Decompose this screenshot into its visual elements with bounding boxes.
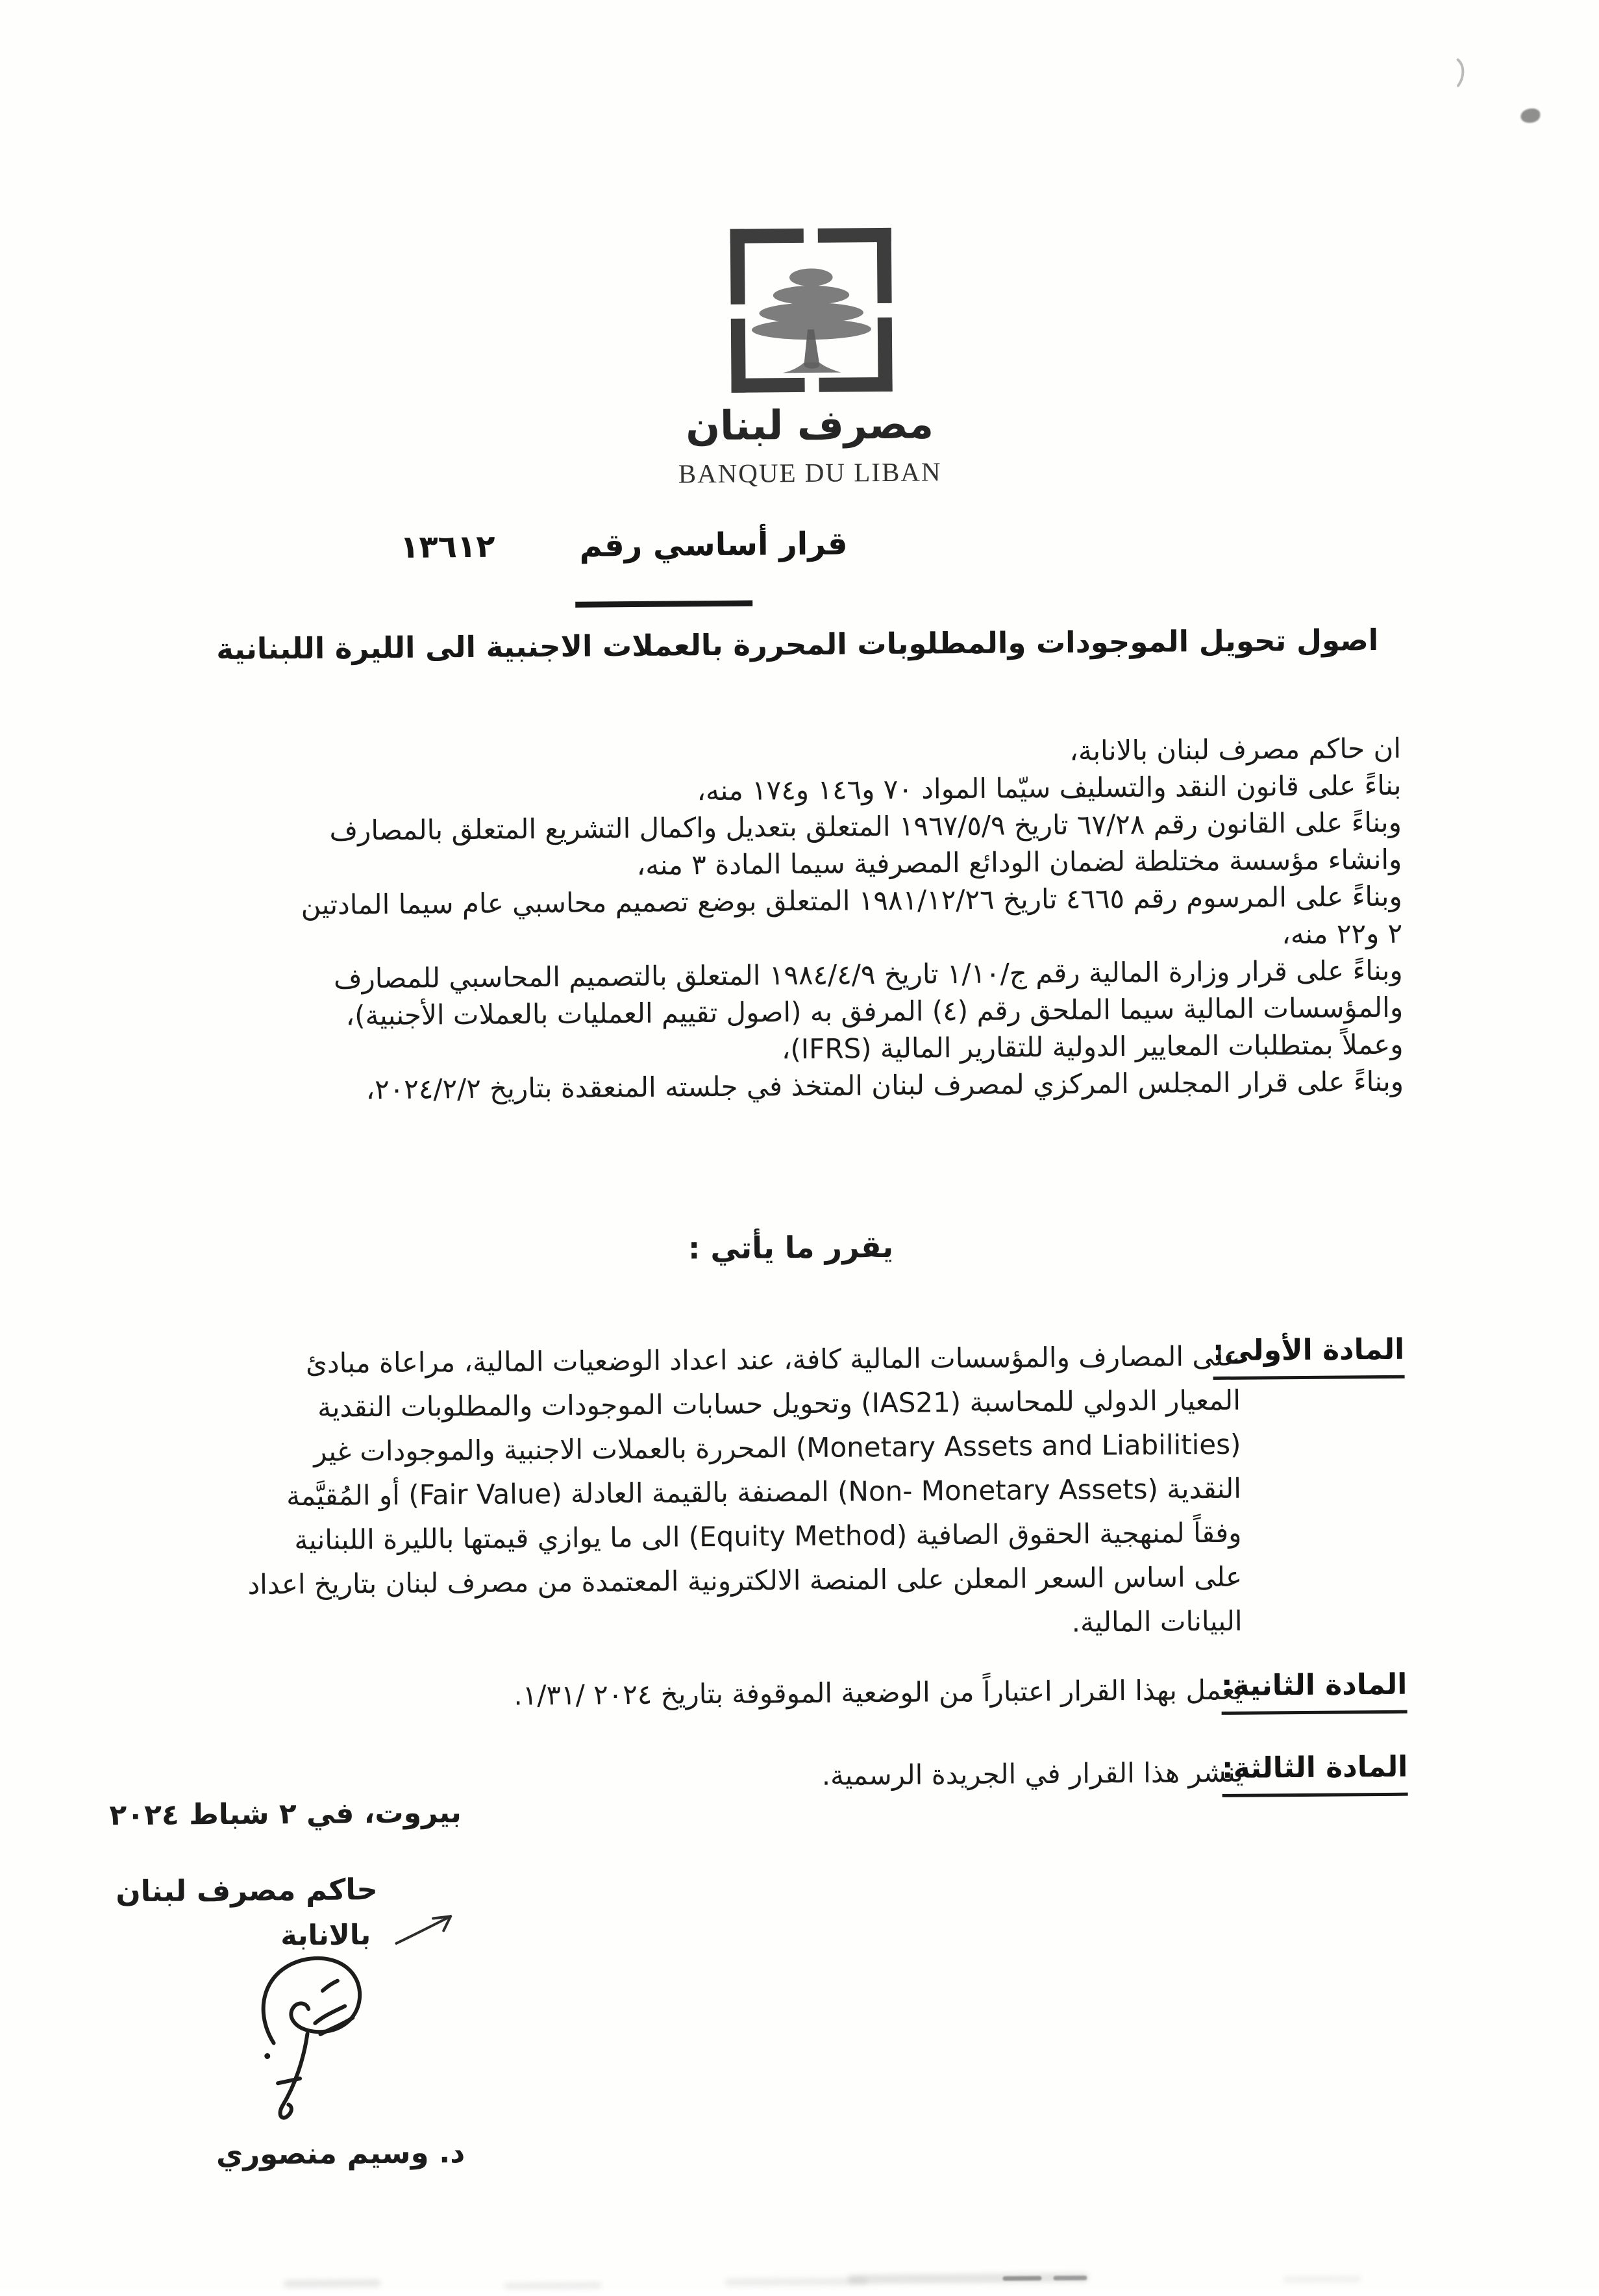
preamble-line: وبناءً على المرسوم رقم ٤٦٦٥ تاريخ ١٩٨١/١٢/٢٦ المتعلق بوضع تصميم محاسبي عام سيما المادتين (301, 880, 1402, 921)
preamble-line: وبناءً على القانون رقم ٦٧/٢٨ تاريخ ١٩٦٧/٥/٩ المتعلق بتعديل واكمال التشريع المتعلق بالمصارف (329, 806, 1402, 847)
article-3-body: ينشر هذا القرار في الجريدة الرسمية. (821, 1756, 1244, 1791)
article-1-line: وفقاً لمنهجية الحقوق الصافية ⁦(Equity Method)⁩ الى ما يوازي قيمتها بالليرة اللبنانية (294, 1516, 1242, 1556)
article-1-line: النقدية ⁦(Non- Monetary Assets)⁩ المصنفة بالقيمة العادلة ⁦(Fair Value)⁩ أو المُقيَّمة (286, 1472, 1242, 1512)
article-1-body (246, 1334, 1243, 1651)
title-underline (575, 601, 752, 608)
signer-capacity: بالانابة (280, 1919, 371, 1953)
decision-intro: يقرر ما يأتي : (688, 1229, 894, 1266)
preamble-line: وعملاً بمتطلبات المعايير الدولية للتقارير المالية ⁦(IFRS)⁩، (781, 1028, 1404, 1066)
scan-artifact-smudge (1283, 2276, 1361, 2282)
scan-artifact-speck (1520, 108, 1540, 123)
logo-frame-segment (877, 228, 892, 303)
bank-name-latin: BANQUE DU LIBAN (678, 456, 942, 489)
decision-title (400, 525, 848, 565)
article-1-label: المادة الأولى: (1213, 1333, 1405, 1380)
article-3-label: المادة الثالثة: (1222, 1751, 1408, 1797)
preamble-line: ان حاكم مصرف لبنان بالانابة، (1069, 732, 1402, 767)
handwritten-signature (242, 1945, 388, 2133)
title-spacer (495, 556, 580, 557)
cedar-tree-icon (747, 256, 875, 381)
logo-frame-segment (878, 318, 893, 392)
preamble-line: وانشاء مؤسسة مختلطة لضمان الودائع المصرفية سيما المادة ٣ منه، (636, 843, 1402, 881)
decision-subject: اصول تحويل الموجودات والمطلوبات المحررة بالعملات الاجنبية الى الليرة اللبنانية (216, 622, 1379, 667)
article-2-label: المادة الثانية: (1221, 1668, 1407, 1715)
scan-artifact-smudge (1053, 2276, 1087, 2280)
signer-title: حاكم مصرف لبنان (116, 1872, 378, 1909)
scan-artifact-smudge (725, 2277, 867, 2286)
preamble-line: ٢ و٢٢ منه، (1282, 917, 1403, 951)
article-1-line: على اساس السعر المعلن على المنصة الالكترونية المعتمدة من مصرف لبنان بتاريخ اعداد (247, 1560, 1243, 1601)
hand-drawn-arrow-icon (392, 1909, 460, 1953)
article-1-line: على المصارف والمؤسسات المالية كافة، عند اعداد الوضعيات المالية، مراعاة مبادئ (305, 1340, 1241, 1379)
preamble-line: وبناءً على قرار المجلس المركزي لمصرف لبنان المتخذ في جلسته المنعقدة بتاريخ ٢٠٢٤/٢/٢، (366, 1065, 1404, 1106)
preamble-line: والمؤسسات المالية سيما الملحق رقم (٤) المرفق به (اصول تقييم العمليات بالعملات الأجنبية)، (345, 991, 1404, 1032)
decision-type-label: قرار أساسي رقم (579, 525, 848, 564)
signer-name: د. وسيم منصوري (216, 2135, 465, 2172)
scan-artifact-speck (1456, 58, 1467, 91)
preamble-line: بناءً على قانون النقد والتسليف سيّما المواد ٧٠ و١٤٦ و١٧٤ منه، (697, 769, 1402, 807)
logo-frame-segment (730, 229, 745, 305)
bdl-logo (730, 228, 893, 393)
article-2-body: يعمل بهذا القرار اعتباراً من الوضعية الموقوفة بتاريخ ⁦٢٠٢٤ /١/٣١⁩. (514, 1673, 1243, 1712)
decision-number: ١٣٦١٢ (399, 528, 495, 566)
article-1-line: ⁦(Monetary Assets and Liabilities)⁩ المحررة بالعملات الاجنبية والموجودات غير (313, 1428, 1241, 1467)
place-and-date: بيروت، في ٢ شباط ٢٠٢٤ (109, 1796, 462, 1832)
article-1-line: المعيار الدولي للمحاسبة ⁦(IAS21)⁩ وتحويل حسابات الموجودات والمطلوبات النقدية (317, 1384, 1241, 1423)
preamble (300, 730, 1404, 1108)
logo-frame-segment (731, 319, 746, 393)
scan-artifact-smudge (1002, 2276, 1041, 2280)
preamble-line: وبناءً على قرار وزارة المالية رقم ⁦ج/١/١٠⁩ تاريخ ١٩٨٤/٤/٩ المتعلق بالتصميم المحاسبي للمصارف (333, 954, 1403, 995)
scan-artifact-smudge (504, 2282, 602, 2289)
scan-artifact-smudge (283, 2279, 380, 2288)
scan-artifact-smudge (848, 2273, 1088, 2284)
bank-name-arabic: مصرف لبنان (685, 400, 934, 450)
article-1-line: البيانات المالية. (1071, 1604, 1243, 1638)
